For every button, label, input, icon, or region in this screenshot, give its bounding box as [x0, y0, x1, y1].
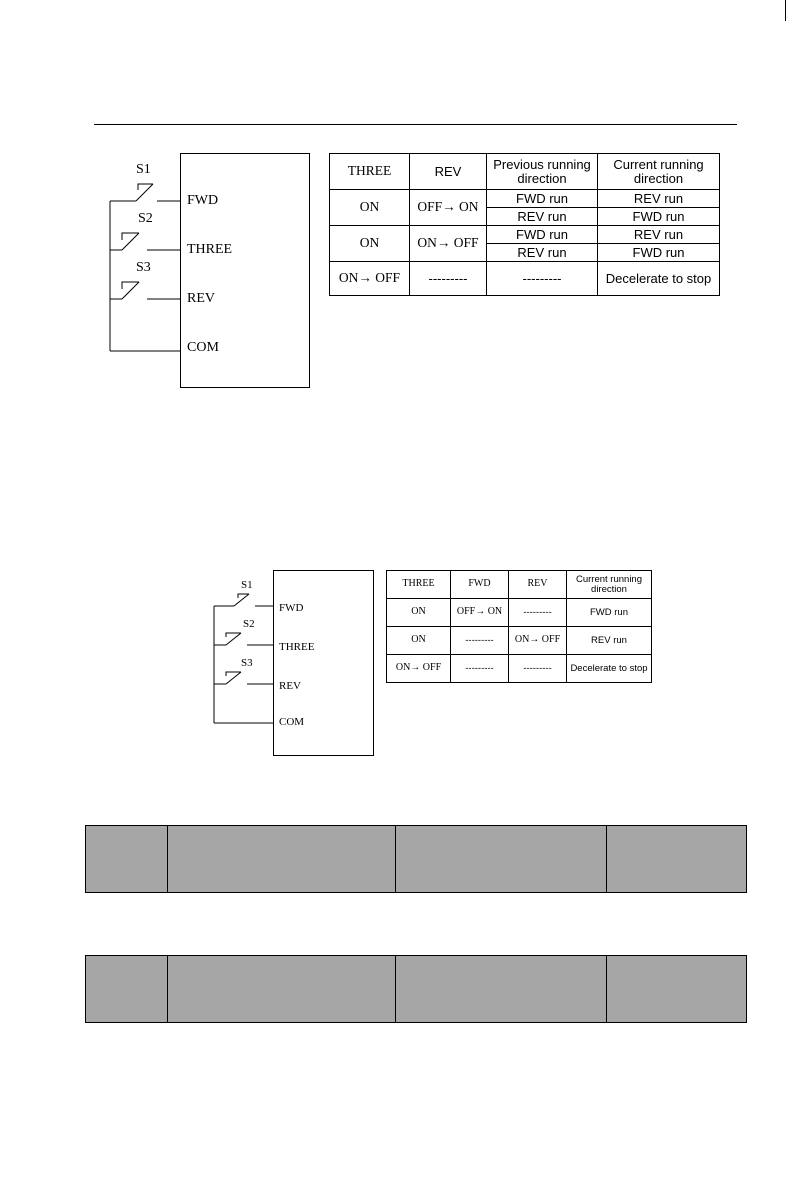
table-cell: Decelerate to stop — [567, 655, 652, 683]
parameter-table-2 — [85, 955, 747, 1023]
table-cell: FWD run — [567, 599, 652, 627]
table-header: FWD — [451, 571, 509, 599]
table-cell: ON — [330, 226, 410, 262]
switch-s1-blade — [234, 594, 249, 606]
switch-label: S1 — [241, 579, 253, 591]
table-cell: --------- — [410, 262, 487, 296]
table-cell: --------- — [451, 627, 509, 655]
table-cell: --------- — [487, 262, 598, 296]
table-cell: Decelerate to stop — [598, 262, 720, 296]
table-cell: OFF→ ON — [410, 190, 487, 226]
switch-label: S3 — [136, 260, 151, 275]
parameter-table-1 — [85, 825, 747, 893]
parameter-cell — [168, 826, 396, 892]
terminal-label: REV — [187, 291, 215, 306]
switch-s2-blade — [226, 633, 241, 645]
terminal-label: REV — [279, 680, 301, 692]
table-cell: FWD run — [598, 244, 720, 262]
table-header: Current running direction — [567, 571, 652, 599]
logic-table-2 — [386, 570, 652, 683]
table-cell: --------- — [509, 655, 567, 683]
terminal-label: COM — [187, 340, 219, 355]
terminal-label: THREE — [279, 641, 315, 653]
terminal-label: FWD — [187, 193, 219, 208]
table-header: Current running direction — [598, 154, 720, 190]
table-cell: OFF→ ON — [451, 599, 509, 627]
parameter-cell — [86, 956, 168, 1022]
table-cell: FWD run — [487, 190, 598, 208]
table-cell: FWD run — [598, 208, 720, 226]
table-cell: ON — [330, 190, 410, 226]
switch-label: S1 — [136, 162, 151, 177]
table-cell: ON — [387, 599, 451, 627]
parameter-cell — [396, 956, 607, 1022]
table-cell: REV run — [487, 208, 598, 226]
switch-label: S3 — [241, 657, 253, 669]
table-header: REV — [410, 154, 487, 190]
parameter-cell — [168, 956, 396, 1022]
table-cell: FWD run — [487, 226, 598, 244]
table-header: THREE — [387, 571, 451, 599]
switch-label: S2 — [138, 211, 153, 226]
table-cell: ON→ OFF — [387, 655, 451, 683]
table-cell: --------- — [509, 599, 567, 627]
switch-s3-blade — [226, 672, 241, 684]
table-header: Previous running direction — [487, 154, 598, 190]
table-cell: ON→ OFF — [509, 627, 567, 655]
parameter-cell — [396, 826, 607, 892]
parameter-cell — [86, 826, 168, 892]
table-cell: --------- — [451, 655, 509, 683]
table-header: REV — [509, 571, 567, 599]
table-cell: ON — [387, 627, 451, 655]
terminal-label: THREE — [187, 242, 233, 257]
table-cell: ON→ OFF — [330, 262, 410, 296]
table-cell: ON→ OFF — [410, 226, 487, 262]
table-cell: REV run — [487, 244, 598, 262]
table-header: THREE — [330, 154, 410, 190]
switch-label: S2 — [243, 618, 255, 630]
terminal-label: FWD — [279, 602, 304, 614]
table-cell: REV run — [598, 190, 720, 208]
table-cell: REV run — [598, 226, 720, 244]
terminal-label: COM — [279, 716, 305, 728]
table-cell: REV run — [567, 627, 652, 655]
